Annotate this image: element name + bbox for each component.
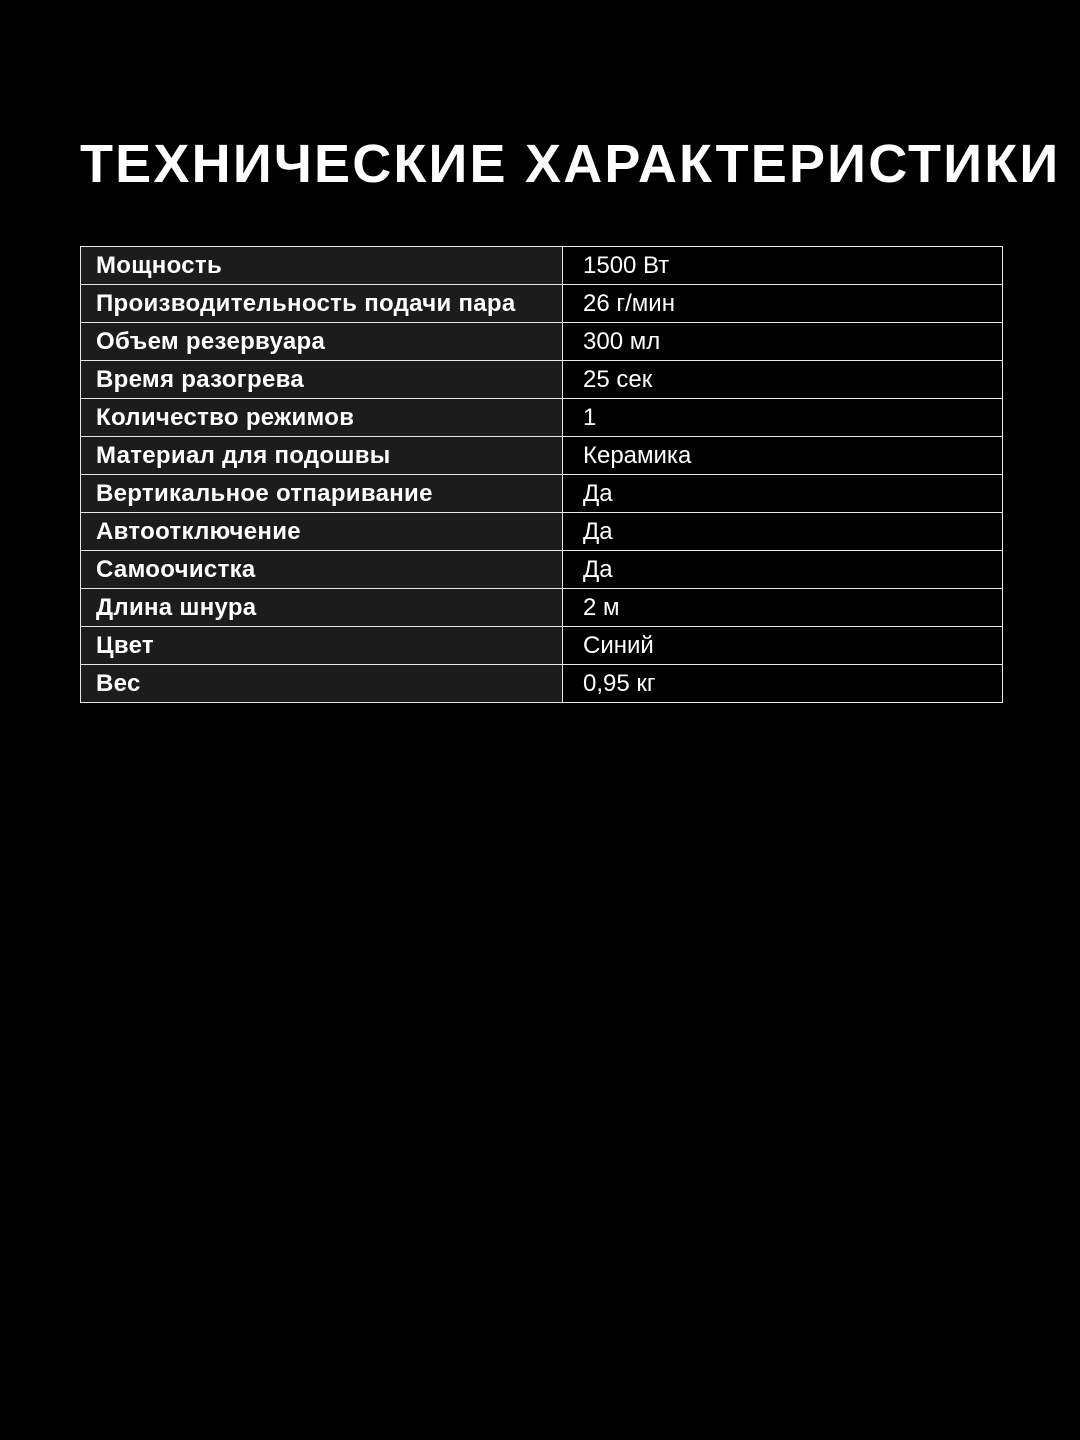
spec-label: Мощность xyxy=(81,247,563,285)
spec-value: 300 мл xyxy=(563,323,1003,361)
spec-value: Да xyxy=(563,475,1003,513)
spec-label: Автоотключение xyxy=(81,513,563,551)
table-row xyxy=(81,665,1003,703)
spec-value: 1 xyxy=(563,399,1003,437)
table-row xyxy=(81,323,1003,361)
table-row xyxy=(81,399,1003,437)
spec-label: Материал для подошвы xyxy=(81,437,563,475)
spec-value: Керамика xyxy=(563,437,1003,475)
table-row xyxy=(81,475,1003,513)
table-row xyxy=(81,551,1003,589)
spec-label: Производительность подачи пара xyxy=(81,285,563,323)
table-row xyxy=(81,437,1003,475)
spec-label: Цвет xyxy=(81,627,563,665)
spec-value: 2 м xyxy=(563,589,1003,627)
table-row xyxy=(81,361,1003,399)
spec-label: Вертикальное отпаривание xyxy=(81,475,563,513)
spec-label: Объем резервуара xyxy=(81,323,563,361)
table-row xyxy=(81,627,1003,665)
spec-label: Вес xyxy=(81,665,563,703)
spec-label: Длина шнура xyxy=(81,589,563,627)
spec-label: Самоочистка xyxy=(81,551,563,589)
spec-value: 25 сек xyxy=(563,361,1003,399)
spec-label: Время разогрева xyxy=(81,361,563,399)
spec-value: Да xyxy=(563,513,1003,551)
spec-label: Количество режимов xyxy=(81,399,563,437)
spec-value: 1500 Вт xyxy=(563,247,1003,285)
table-row xyxy=(81,247,1003,285)
table-row xyxy=(81,285,1003,323)
specs-table xyxy=(80,246,1003,703)
page-title: ТЕХНИЧЕСКИЕ ХАРАКТЕРИСТИКИ xyxy=(80,134,1061,194)
spec-value: 26 г/мин xyxy=(563,285,1003,323)
spec-value: Да xyxy=(563,551,1003,589)
spec-value: Синий xyxy=(563,627,1003,665)
table-row xyxy=(81,513,1003,551)
table-row xyxy=(81,589,1003,627)
spec-value: 0,95 кг xyxy=(563,665,1003,703)
